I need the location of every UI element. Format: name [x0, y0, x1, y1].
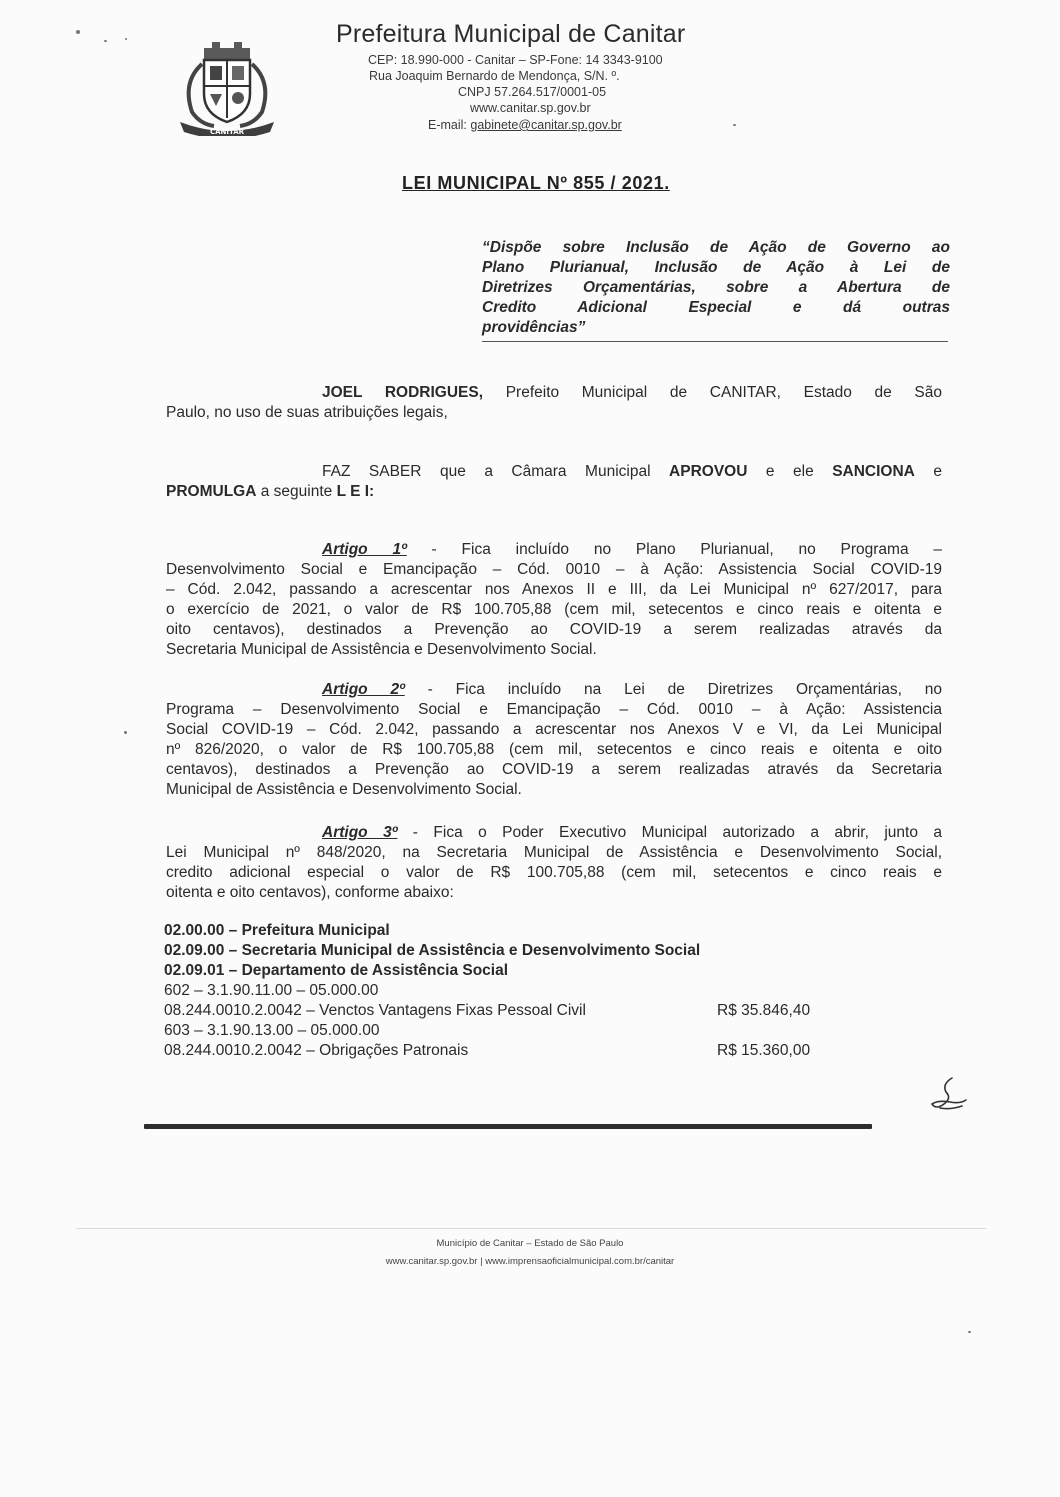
preamble-mayor-paragraph [166, 383, 942, 423]
article-text: Desenvolvimento Social e Emancipação – Cód. 0010 – à Ação: Assistencia Social COVID-19 [166, 561, 942, 578]
svg-text:CANITAR: CANITAR [209, 128, 245, 136]
enactment-text: e ele [747, 463, 833, 480]
budget-row-text: 08.244.0010.2.0042 – Obrigações Patronais [164, 1042, 469, 1059]
header-address-line: Rua Joaquim Bernardo de Mendonça, S/N. º. [369, 69, 620, 83]
budget-unit-header: 02.09.00 – Secretaria Municipal de Assistência e Desenvolvimento Social [164, 942, 701, 959]
enactment-text: a seguinte [256, 483, 337, 500]
article-text: - Fica incluído na Lei de Diretrizes Orçamentárias, no [404, 681, 943, 698]
ementa-line: providências” [482, 319, 586, 336]
header-address-line: CEP: 18.990-000 - Canitar – SP-Fone: 14 3343-9100 [368, 53, 663, 67]
budget-unit-header: 02.09.01 – Departamento de Assistência Social [164, 962, 509, 979]
enactment-promulgates: PROMULGA [166, 483, 257, 500]
document-divider-bar [144, 1124, 872, 1129]
scan-speck [125, 38, 127, 40]
email-label: E-mail: [428, 118, 471, 132]
article-text: o exercício de 2021, o valor de R$ 100.705,88 (cem mil, setecentos e cinco reais e oitenta e [166, 601, 942, 618]
enactment-law-word: L E I: [336, 483, 375, 500]
letterhead [336, 18, 756, 50]
article-text: – Cód. 2.042, passando a acrescentar nos Anexos II e III, da Lei Municipal nº 627/2017, para [166, 581, 942, 598]
scan-speck [968, 1331, 971, 1333]
enactment-approved: APROVOU [669, 463, 748, 480]
budget-row-text: 603 – 3.1.90.13.00 – 05.000.00 [164, 1022, 380, 1039]
article-label: Artigo 1º [322, 541, 407, 558]
footer-municipality: Município de Canitar – Estado de São Paulo [436, 1238, 624, 1249]
enactment-text: e [914, 463, 942, 480]
article-text: Municipal de Assistência e Desenvolvimento Social. [166, 781, 522, 798]
article-1 [166, 540, 942, 660]
enactment-text: FAZ SABER que a Câmara Municipal [322, 463, 670, 480]
header-website-line: www.canitar.sp.gov.br [470, 101, 591, 115]
budget-row [164, 981, 844, 1001]
law-title: LEI MUNICIPAL Nº 855 / 2021. [402, 173, 670, 193]
budget-row-text: 602 – 3.1.90.11.00 – 05.000.00 [164, 982, 379, 999]
organization-name: Prefeitura Municipal de Canitar [336, 20, 686, 48]
budget-row [164, 1001, 844, 1021]
article-text: nº 826/2020, o valor de R$ 100.705,88 (cem mil, setecentos e cinco reais e oitenta e oito [166, 741, 942, 758]
header-email-line [428, 117, 622, 133]
article-text: Social COVID-19 – Cód. 2.042, passando a acrescentar nos Anexos V e VI, da Lei Municipal [166, 721, 942, 738]
article-text: Lei Municipal nº 848/2020, na Secretaria Municipal de Assistência e Desenvolvimento Social, [166, 844, 942, 861]
handwritten-initials-signature [926, 1074, 972, 1114]
scan-speck [124, 731, 127, 734]
article-text: Secretaria Municipal de Assistência e Desenvolvimento Social. [166, 641, 597, 658]
ementa-line: Plano Plurianual, Inclusão de Ação à Lei de [482, 259, 950, 276]
preamble-text: Prefeito Municipal de CANITAR, Estado de São [483, 384, 943, 401]
enactment-sanctions: SANCIONA [832, 463, 915, 480]
budget-allocation-list [164, 921, 844, 1061]
article-text: Programa – Desenvolvimento Social e Emancipação – Cód. 0010 – à Ação: Assistencia [166, 701, 942, 718]
article-text: oitenta e oito centavos), conforme abaixo: [166, 884, 454, 901]
article-text: - Fica o Poder Executivo Municipal autorizado a abrir, junto a [397, 824, 942, 841]
header-cnpj-line: CNPJ 57.264.517/0001-05 [458, 85, 607, 99]
article-label: Artigo 3º [322, 824, 398, 841]
article-2 [166, 680, 942, 800]
article-3 [166, 823, 942, 903]
law-summary-ementa [482, 238, 950, 338]
article-text: centavos), destinados a Prevenção ao COVID-19 a serem realizadas através da Secretaria [166, 761, 942, 778]
article-text: - Fica incluído no Plano Plurianual, no Programa – [406, 541, 942, 558]
budget-row-text: 08.244.0010.2.0042 – Venctos Vantagens Fixas Pessoal Civil [164, 1002, 586, 1019]
article-label: Artigo 2º [322, 681, 405, 698]
preamble-enactment-paragraph [166, 462, 942, 502]
email-link[interactable]: gabinete@canitar.sp.gov.br [470, 118, 622, 132]
preamble-text: Paulo, no uso de suas atribuições legais, [166, 404, 448, 421]
budget-row [164, 1041, 844, 1061]
budget-row [164, 1021, 844, 1041]
ementa-divider [482, 341, 948, 342]
ementa-line: “Dispõe sobre Inclusão de Ação de Governo ao [482, 239, 950, 256]
scan-speck [733, 124, 736, 126]
footer-divider [76, 1228, 986, 1229]
article-text: credito adicional especial o valor de R$ 100.705,88 (cem mil, setecentos e cinco reais e [166, 864, 942, 881]
budget-row-value: R$ 15.360,00 [717, 1042, 811, 1059]
municipal-coat-of-arms-emblem [174, 36, 280, 136]
article-text: oito centavos), destinados a Prevenção ao COVID-19 a serem realizadas através da [166, 621, 942, 638]
scan-speck [76, 30, 80, 34]
budget-row-value: R$ 35.846,40 [717, 1002, 811, 1019]
budget-unit-header: 02.00.00 – Prefeitura Municipal [164, 922, 390, 939]
footer-websites[interactable]: www.canitar.sp.gov.br | www.imprensaoficialmunicipal.com.br/canitar [385, 1256, 675, 1267]
mayor-name: JOEL RODRIGUES, [322, 384, 484, 401]
scan-speck [104, 40, 107, 42]
ementa-line: Diretrizes Orçamentárias, sobre a Abertura de [482, 279, 950, 296]
ementa-line: Credito Adicional Especial e dá outras [482, 299, 950, 316]
